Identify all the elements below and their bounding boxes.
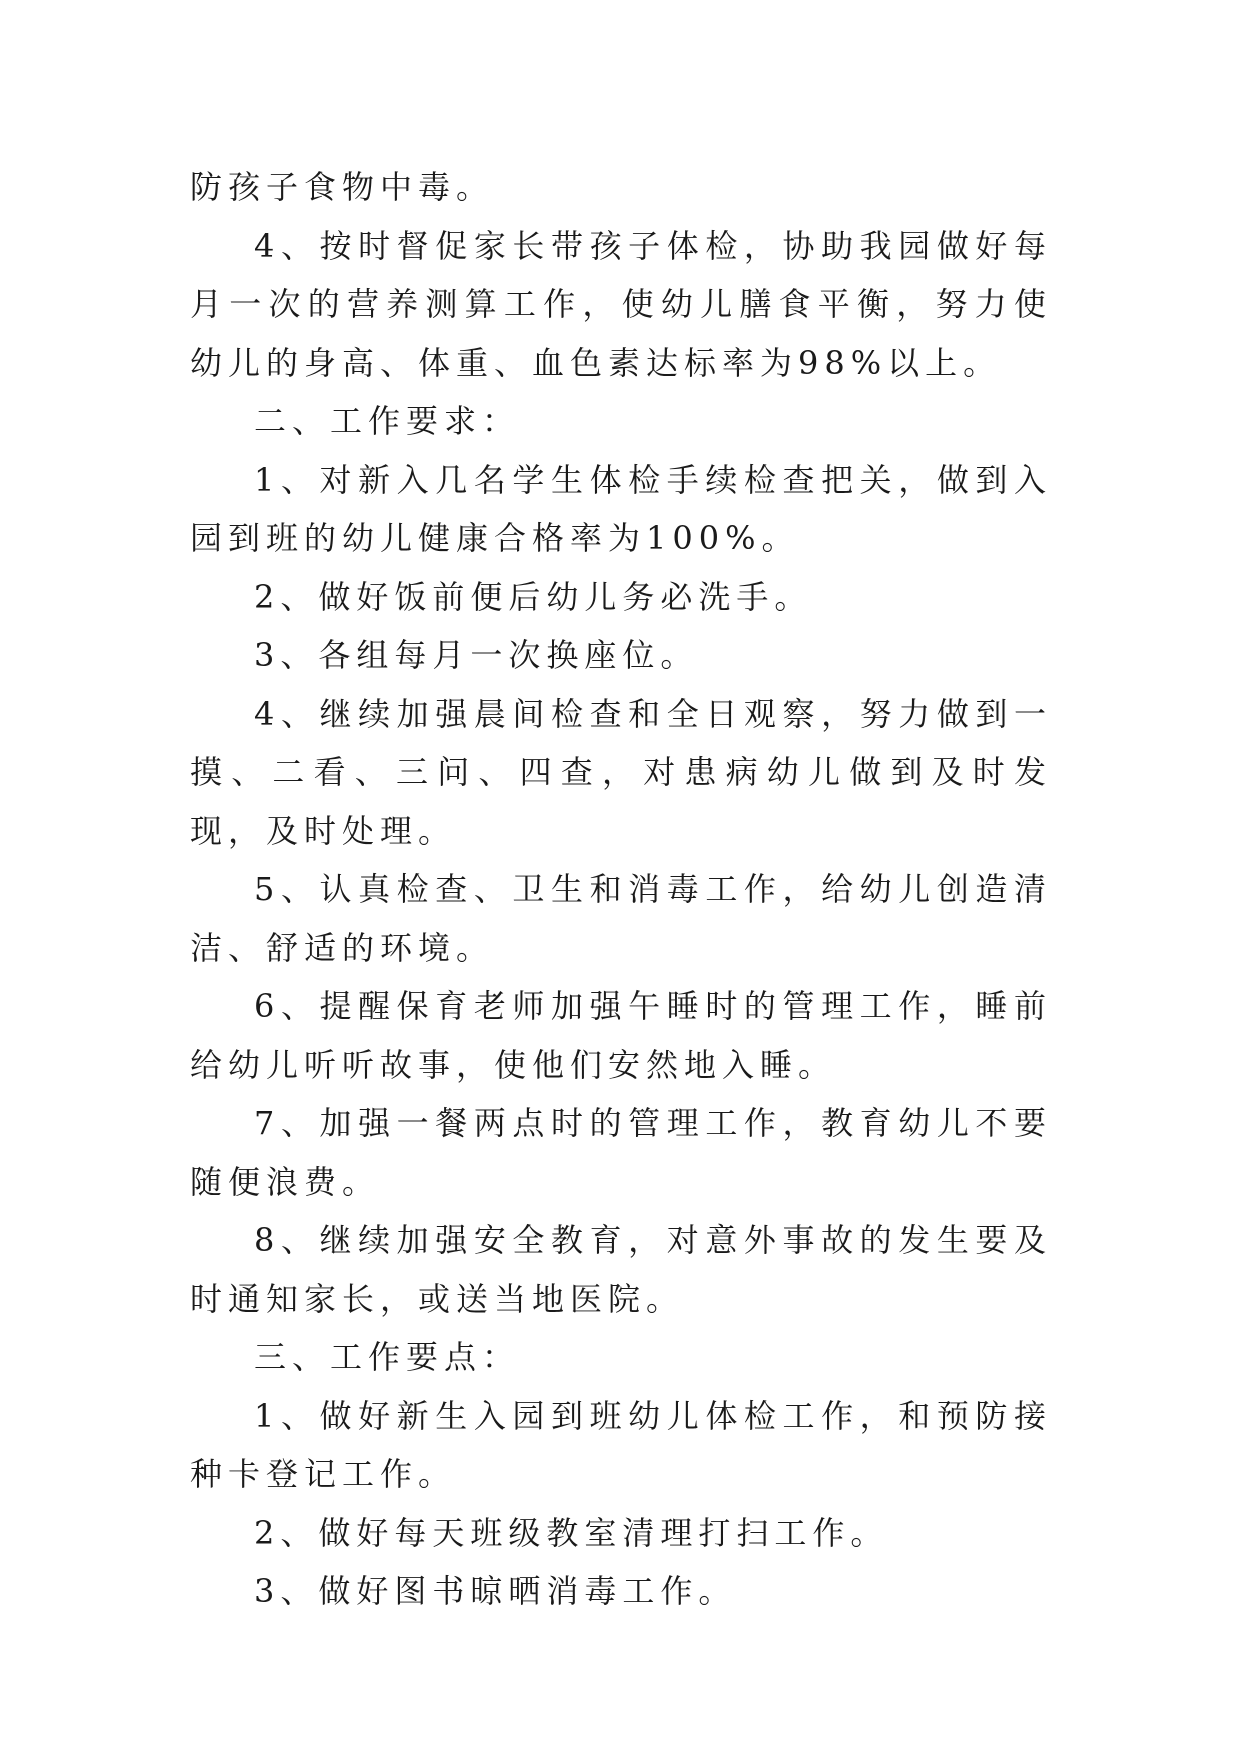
paragraph-8: 5、认真检查、卫生和消毒工作，给幼儿创造清洁、舒适的环境。 — [190, 870, 1052, 967]
paragraph-14: 2、做好每天班级教室清理打扫工作。 — [254, 1513, 889, 1552]
paragraph-9: 6、提醒保育老师加强午睡时的管理工作，睡前给幼儿听听故事，使他们安然地入睡。 — [190, 987, 1052, 1084]
paragraph-10: 7、加强一餐两点时的管理工作，教育幼儿不要随便浪费。 — [190, 1104, 1052, 1201]
paragraph-7: 4、继续加强晨间检查和全日观察，努力做到一摸、二看、三问、四查，对患病幼儿做到及时发现，及时处理。 — [190, 694, 1052, 850]
paragraph-15: 3、做好图书晾晒消毒工作。 — [254, 1572, 737, 1610]
paragraph-2: 4、按时督促家长带孩子体检，协助我园做好每月一次的营养测算工作，使幼儿膳食平衡，努力使幼儿的身高、体重、血色素达标率为98%以上。 — [190, 226, 1052, 382]
paragraph-5: 2、做好饭前便后幼儿务必洗手。 — [254, 577, 813, 616]
paragraph-13: 1、做好新生入园到班幼儿体检工作，和预防接种卡登记工作。 — [190, 1396, 1052, 1493]
paragraph-11: 8、继续加强安全教育，对意外事故的发生要及时通知家长，或送当地医院。 — [190, 1221, 1052, 1318]
section-heading-key-points: 三、工作要点： — [254, 1338, 521, 1376]
paragraph-1: 防孩子食物中毒。 — [190, 168, 495, 206]
paragraph-6: 3、各组每月一次换座位。 — [254, 636, 699, 674]
document-body — [190, 158, 1052, 1621]
section-heading-requirements: 二、工作要求： — [254, 402, 521, 440]
paragraph-4: 1、对新入几名学生体检手续检查把关，做到入园到班的幼儿健康合格率为100%。 — [190, 460, 1052, 557]
